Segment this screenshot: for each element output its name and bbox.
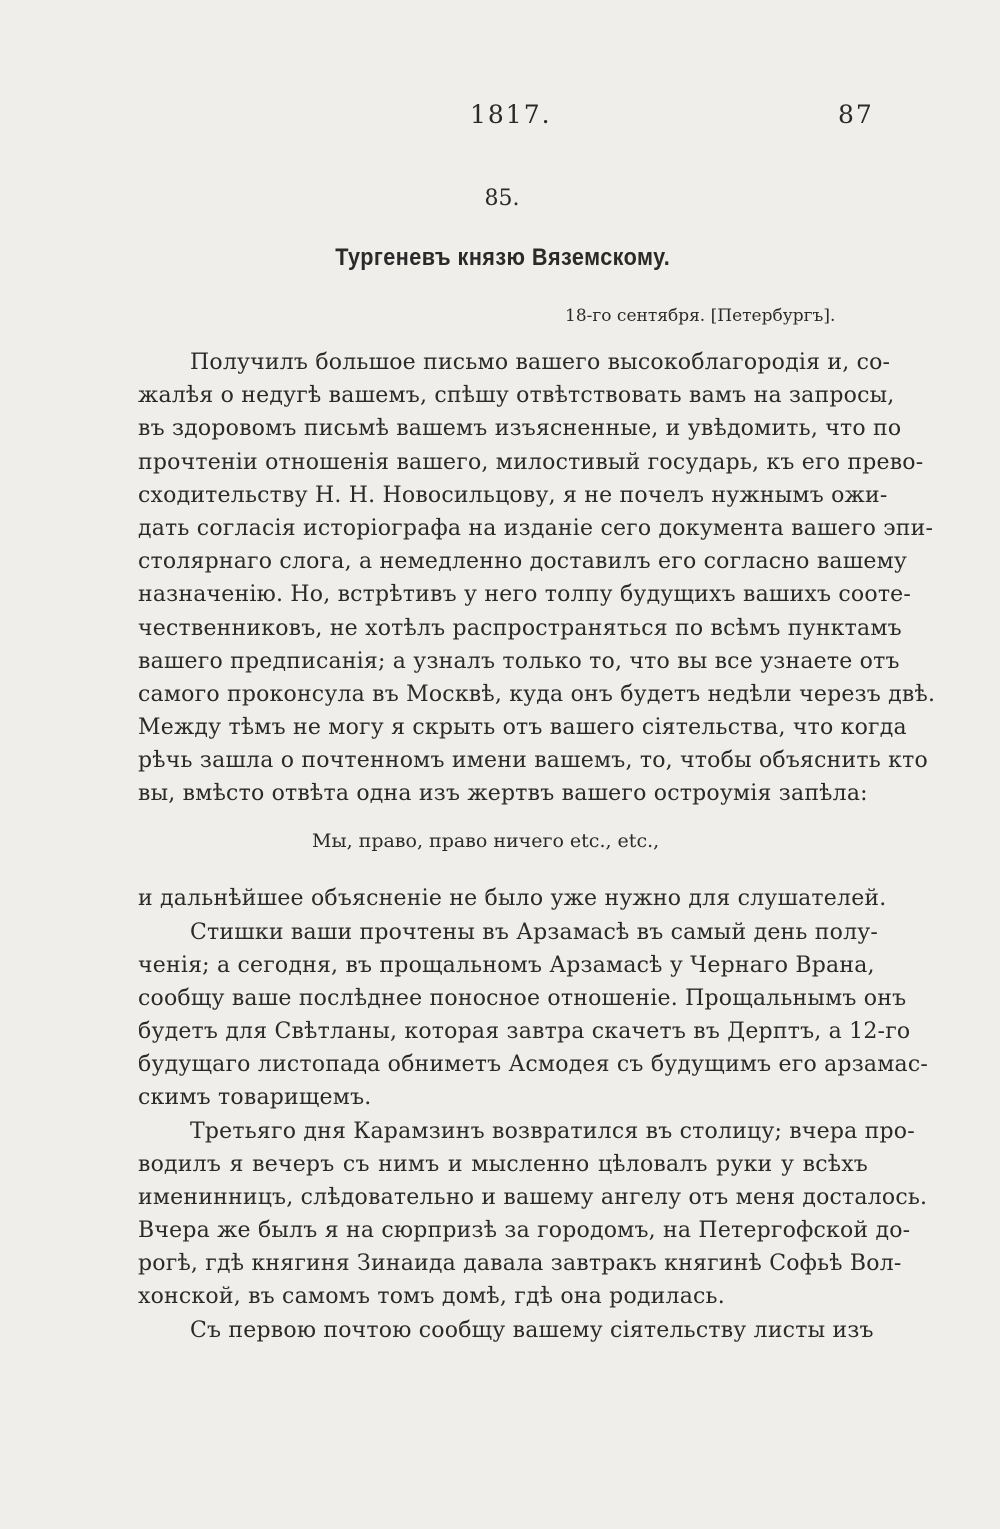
text-line: Между тѣмъ не могу я скрыть отъ вашего сіятельства, что когда xyxy=(138,715,907,740)
text-line: самого проконсула въ Москвѣ, куда онъ будетъ недѣли черезъ двѣ. xyxy=(138,682,936,707)
text-line: вы, вмѣсто отвѣта одна изъ жертвъ вашего остроумія запѣла: xyxy=(138,781,868,806)
text-line: именинницъ, слѣдовательно и вашему ангелу отъ меня досталось. xyxy=(138,1185,928,1210)
text-line: жалѣя о недугѣ вашемъ, спѣшу отвѣтствовать вамъ на запросы, xyxy=(138,383,895,408)
header-page-number: 87 xyxy=(838,100,874,129)
text-line: Стишки ваши прочтены въ Арзамасѣ въ самый день полу- xyxy=(190,920,879,945)
letter-number: 85. xyxy=(484,186,520,211)
text-line: ченія; а сегодня, въ прощальномъ Арзамасѣ у Чернаго Врана, xyxy=(138,953,875,978)
letter-title: Тургеневъ князю Вяземскому. xyxy=(335,244,671,271)
text-line: и дальнѣйшее объясненіе не было уже нужно для слушателей. xyxy=(138,886,887,911)
text-line: столярнаго слога, а немедленно доставилъ его согласно вашему xyxy=(138,549,908,574)
text-line: рѣчь зашла о почтенномъ имени вашемъ, то, чтобы объяснить кто xyxy=(138,748,928,773)
text-line: Третьяго дня Карамзинъ возвратился въ столицу; вчера про- xyxy=(190,1119,915,1144)
text-line: рогѣ, гдѣ княгиня Зинаида давала завтракъ княгинѣ Софьѣ Вол- xyxy=(138,1251,902,1276)
text-line: Вчера же былъ я на сюрпризѣ за городомъ, на Петергофской до- xyxy=(138,1218,911,1243)
text-line: хонской, въ самомъ томъ домѣ, гдѣ она родилась. xyxy=(138,1284,725,1309)
running-head xyxy=(0,100,1000,136)
text-line: назначенію. Но, встрѣтивъ у него толпу будущихъ вашихъ соотe- xyxy=(138,582,912,607)
text-line: сообщу ваше послѣднее поносное отношеніе. Прощальнымъ онъ xyxy=(138,986,907,1011)
text-line: скимъ товарищемъ. xyxy=(138,1085,372,1110)
text-line: будущаго листопада обниметъ Асмодея съ будущимъ его арзамас- xyxy=(138,1052,929,1077)
text-line: въ здоровомъ письмѣ вашемъ изъясненные, и увѣдомить, что по xyxy=(138,416,902,441)
text-line: водилъ я вечеръ съ нимъ и мысленно цѣловалъ руки у всѣхъ xyxy=(138,1152,868,1177)
quoted-verse: Мы, право, право ничего etc., etc., xyxy=(312,830,660,852)
text-line: будетъ для Свѣтланы, которая завтра скачетъ въ Дерптъ, а 12-го xyxy=(138,1019,911,1044)
text-line: чественниковъ, не хотѣлъ распространяться по всѣмъ пунктамъ xyxy=(138,616,902,641)
text-line: дать согласія исторіографа на изданіе сего документа вашего эпи- xyxy=(138,516,934,541)
letter-dateline: 18-го сентября. [Петербургъ]. xyxy=(565,306,836,326)
text-line: Получилъ большое письмо вашего высокоблагородія и, со- xyxy=(190,350,891,375)
text-line: вашего предписанія; а узналъ только то, что вы все узнаете отъ xyxy=(138,649,900,674)
text-line: сходительству Н. Н. Новосильцову, я не почелъ нужнымъ ожи- xyxy=(138,483,888,508)
header-year: 1817. xyxy=(470,100,552,129)
text-line: прочтеніи отношенія вашего, милостивый государь, къ его прево- xyxy=(138,450,924,475)
text-line: Съ первою почтою сообщу вашему сіятельству листы изъ xyxy=(190,1318,874,1343)
